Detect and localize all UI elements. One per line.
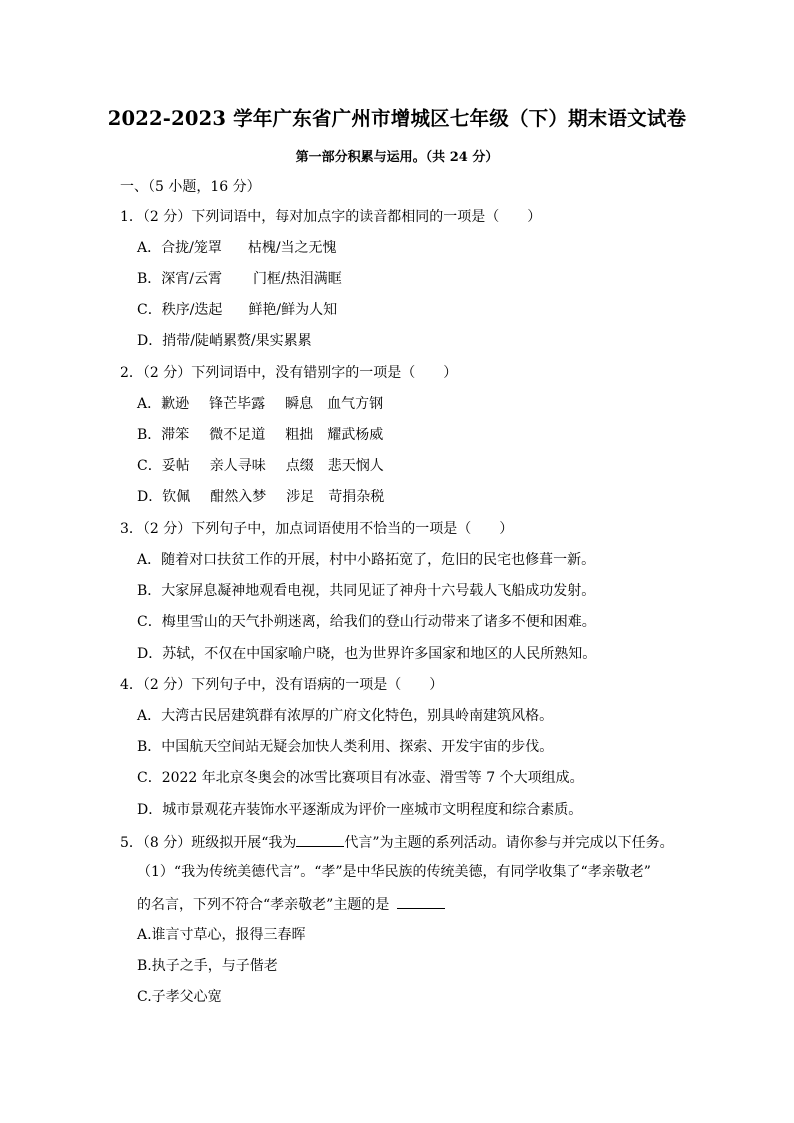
option-text: 瞬息 — [285, 396, 314, 412]
option-text: 点缀 — [285, 458, 314, 474]
option-text: 鲜艳/鲜为人知 — [248, 302, 338, 318]
question-2-option-d — [137, 488, 384, 506]
option-text: 涉足 — [286, 489, 315, 505]
question-5-sub1-line1: （1）“我为传统美德代言”。“孝”是中华民族的传统美德，有同学收集了“孝亲敬老” — [137, 864, 651, 880]
option-text: D．捎带/陡峭累赘/果实累累 — [137, 333, 312, 349]
option-text: 血气方钢 — [327, 396, 384, 412]
answer-blank[interactable] — [397, 894, 445, 909]
question-4-stem: 4．（2 分）下列句子中，没有语病的一项是（ ） — [120, 677, 444, 693]
question-5-choice-a: A.谁言寸草心，报得三春晖 — [137, 927, 306, 943]
question-4-option-a: A．大湾古民居建筑群有浓厚的广府文化特色，别具岭南建筑风格。 — [137, 708, 554, 724]
question-3-option-b: B．大家屏息凝神地观看电视，共同见证了神舟十六号载人飞船成功发射。 — [137, 583, 596, 599]
option-text: B．深宵/云霄 — [137, 271, 223, 287]
question-5-sub1-line2 — [137, 894, 445, 914]
answer-blank[interactable] — [296, 832, 344, 847]
question-1-stem: 1．（2 分）下列词语中，每对加点字的读音都相同的一项是（ ） — [120, 209, 542, 225]
question-1-option-c — [137, 301, 337, 319]
stem-text: 代言”为主题的系列活动。请你参与并完成以下任务。 — [344, 835, 674, 851]
option-text: C．秩序/迭起 — [137, 302, 223, 318]
question-1-option-b — [137, 270, 342, 288]
option-text: D．钦佩 — [137, 489, 191, 505]
question-5-stem — [120, 832, 674, 852]
question-4-option-d: D．城市景观花卉装饰水平逐渐成为评价一座城市文明程度和综合素质。 — [137, 802, 583, 818]
option-text: 枯槐/当之无愧 — [247, 240, 337, 256]
question-4-option-c: C．2022 年北京冬奥会的冰雪比赛项目有冰壶、滑雪等 7 个大项组成。 — [137, 770, 584, 786]
option-text: 苛捐杂税 — [328, 489, 385, 505]
page-title: 2022-2023 学年广东省广州市增城区七年级（下）期末语文试卷 — [107, 107, 687, 130]
question-2-option-c — [137, 457, 384, 475]
question-1-option-d — [137, 332, 312, 350]
option-text: 耀武杨威 — [327, 427, 384, 443]
question-2-option-a — [137, 395, 383, 413]
question-3-option-d: D．苏轼，不仅在中国家喻户晓，也为世界许多国家和地区的人民所熟知。 — [137, 646, 597, 662]
option-text: C．妥帖 — [137, 458, 190, 474]
stem-text: 的名言，下列不符合“孝亲敬老”主题的是 — [137, 897, 390, 913]
part-heading: 第一部分积累与运用。（共 24 分） — [295, 150, 499, 165]
question-3-option-a: A．随着对口扶贫工作的开展，村中小路拓宽了，危旧的民宅也修葺一新。 — [137, 552, 596, 568]
option-text: B．滞笨 — [137, 427, 190, 443]
option-text: A．歉逊 — [137, 396, 190, 412]
question-4-option-b: B．中国航天空间站无疑会加快人类利用、探索、开发宇宙的步伐。 — [137, 739, 554, 755]
option-text: 门框/热泪满眶 — [253, 271, 342, 287]
section-heading: 一、（5 小题，16 分） — [120, 179, 261, 195]
option-text: 酣然入梦 — [210, 489, 267, 505]
question-1-option-a — [137, 239, 337, 257]
option-text: 亲人寻味 — [209, 458, 266, 474]
question-2-stem: 2．（2 分）下列词语中，没有错别字的一项是（ ） — [120, 365, 458, 381]
question-3-option-c: C．梅里雪山的天气扑朔迷离，给我们的登山行动带来了诸多不便和困难。 — [137, 614, 596, 630]
stem-text: 5．（8 分）班级拟开展“我为 — [120, 835, 297, 851]
option-text: 悲天悯人 — [327, 458, 384, 474]
question-5-choice-c: C.子孝父心宽 — [137, 989, 222, 1005]
question-3-stem: 3．（2 分）下列句子中，加点词语使用不恰当的一项是（ ） — [120, 521, 514, 537]
option-text: 粗拙 — [285, 427, 314, 443]
option-text: 微不足道 — [209, 427, 266, 443]
option-text: 锋芒毕露 — [209, 396, 266, 412]
question-5-choice-b: B.执子之手，与子偕老 — [137, 958, 278, 974]
option-text: A．合拢/笼罩 — [137, 240, 222, 256]
question-2-option-b — [137, 426, 383, 444]
